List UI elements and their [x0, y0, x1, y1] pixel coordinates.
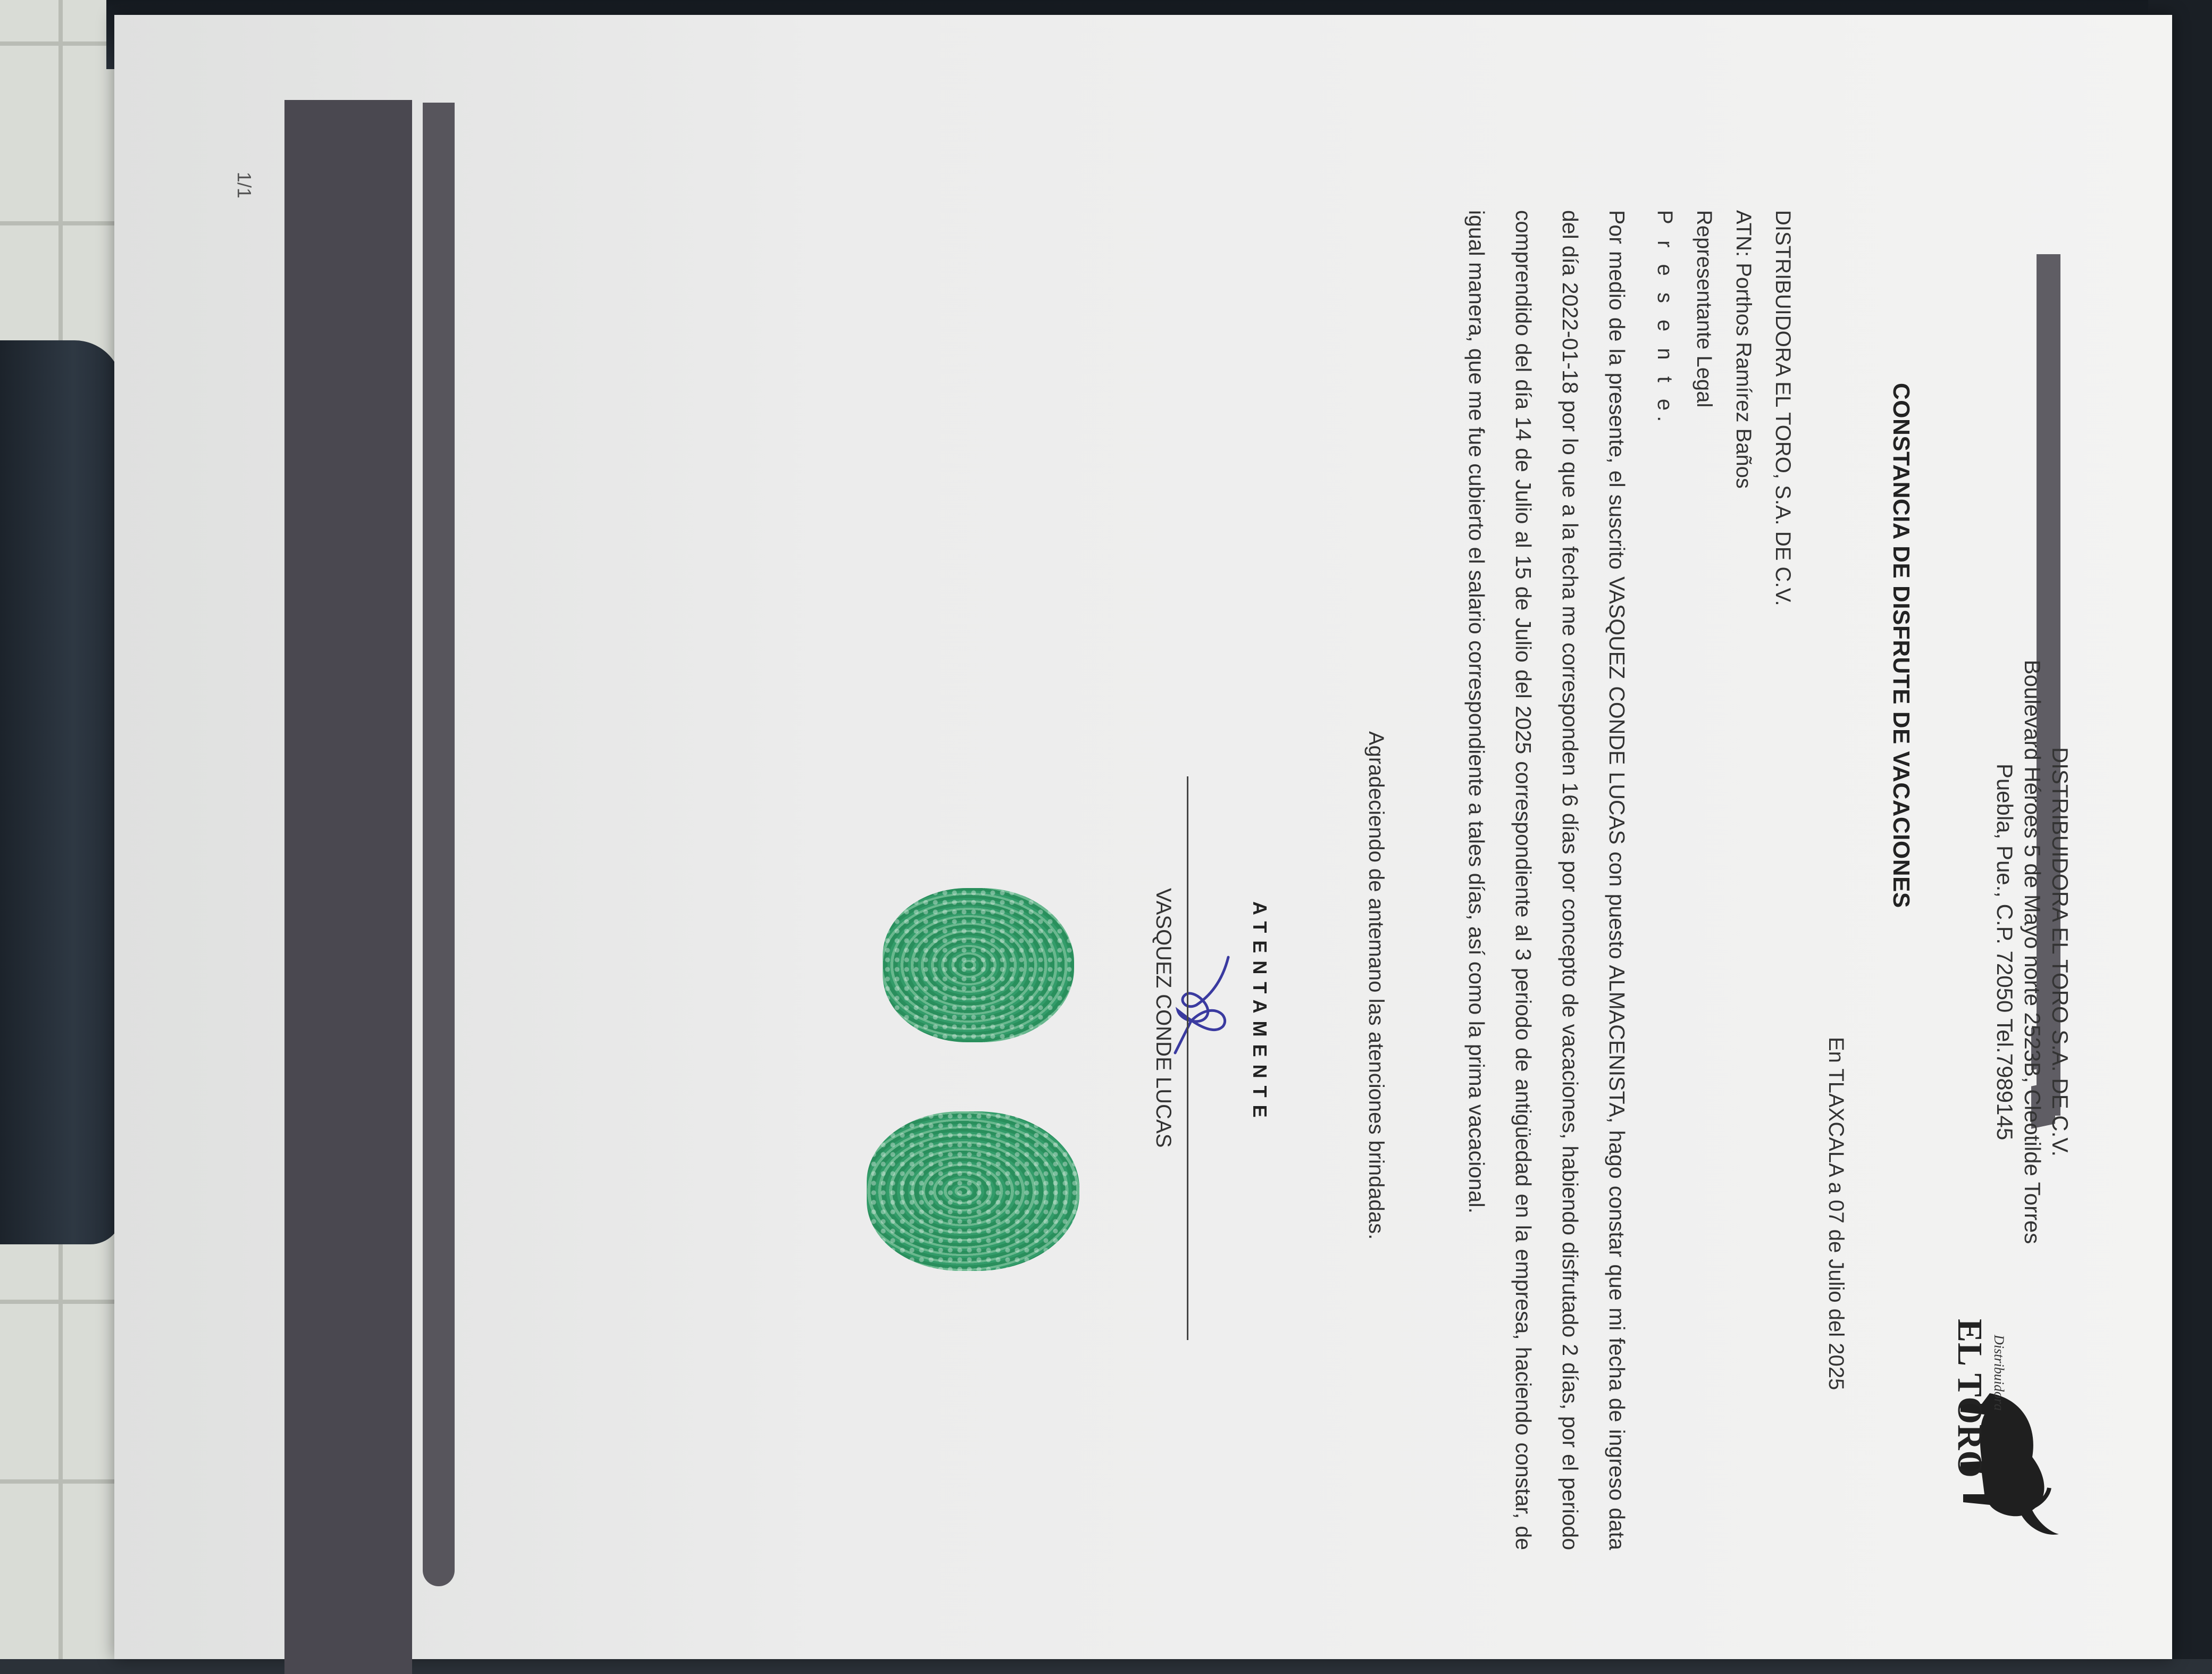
addressee-role: Representante Legal [1692, 210, 1716, 408]
logo-prefix: Distribuidora [1991, 1335, 2007, 1411]
handwritten-signature [1170, 947, 1244, 1064]
page-number: 1/1 [233, 172, 255, 199]
addressee-company: DISTRIBUIDORA EL TORO, S.A. DE C.V. [1771, 210, 1795, 606]
signer-name: VASQUEZ CONDE LUCAS [1152, 888, 1175, 1148]
document-content [213, 181, 2074, 1617]
addressee-block [1645, 210, 1803, 606]
place-date: En TLAXCALA a 07 de Julio del 2025 [1824, 1037, 1848, 1391]
logo-brand: EL TORO [1950, 1319, 1989, 1478]
company-name: DISTRIBUIDORA EL TORO S.A. DE C.V. [2048, 747, 2073, 1157]
company-header [1991, 526, 2074, 1377]
signature-line [1187, 776, 1188, 1340]
document-title: CONSTANCIA DE DISFRUTE DE VACACIONES [1888, 383, 1914, 908]
company-logo [1950, 1319, 2069, 1542]
addressee-attention: ATN: Porthos Ramírez Baños [1732, 210, 1755, 489]
thanks-line: Agradeciendo de antemano las atenciones brindadas. [1364, 731, 1388, 1240]
body-paragraph: Por medio de la presente, el suscrito VASQUEZ CONDE LUCAS con puesto ALMACENISTA, hago constar que mi fecha de ingreso data del día 2022-01-18 por lo que a la fecha me corresponden 16 días por concepto de vacaciones, habiendo disfrutado 2 días, por el periodo comprendido del día 14 de Julio al 15 de Julio del 2025 correspondiente al 3 periodo de antigüedad en la empresa, haciendo constar, de igual manera, que me fue cubierto el salario correspondiente a tales días, así como la prima vacacional. [1464, 210, 1629, 1550]
addressee-presente: P r e s e n t e. [1653, 210, 1677, 428]
closing-word: ATENTAMENTE [1249, 901, 1271, 1125]
company-address-2: Puebla, Pue., C.P. 72050 Tel.7989145 [1992, 763, 2017, 1141]
fingerprint-right [867, 1111, 1079, 1271]
background-fabric [0, 340, 122, 1244]
company-address-1: Boulevard Héroes 5 de Mayo norte 2523B, Cleotilde Torres [2020, 659, 2045, 1244]
fingerprint-left [883, 888, 1074, 1042]
